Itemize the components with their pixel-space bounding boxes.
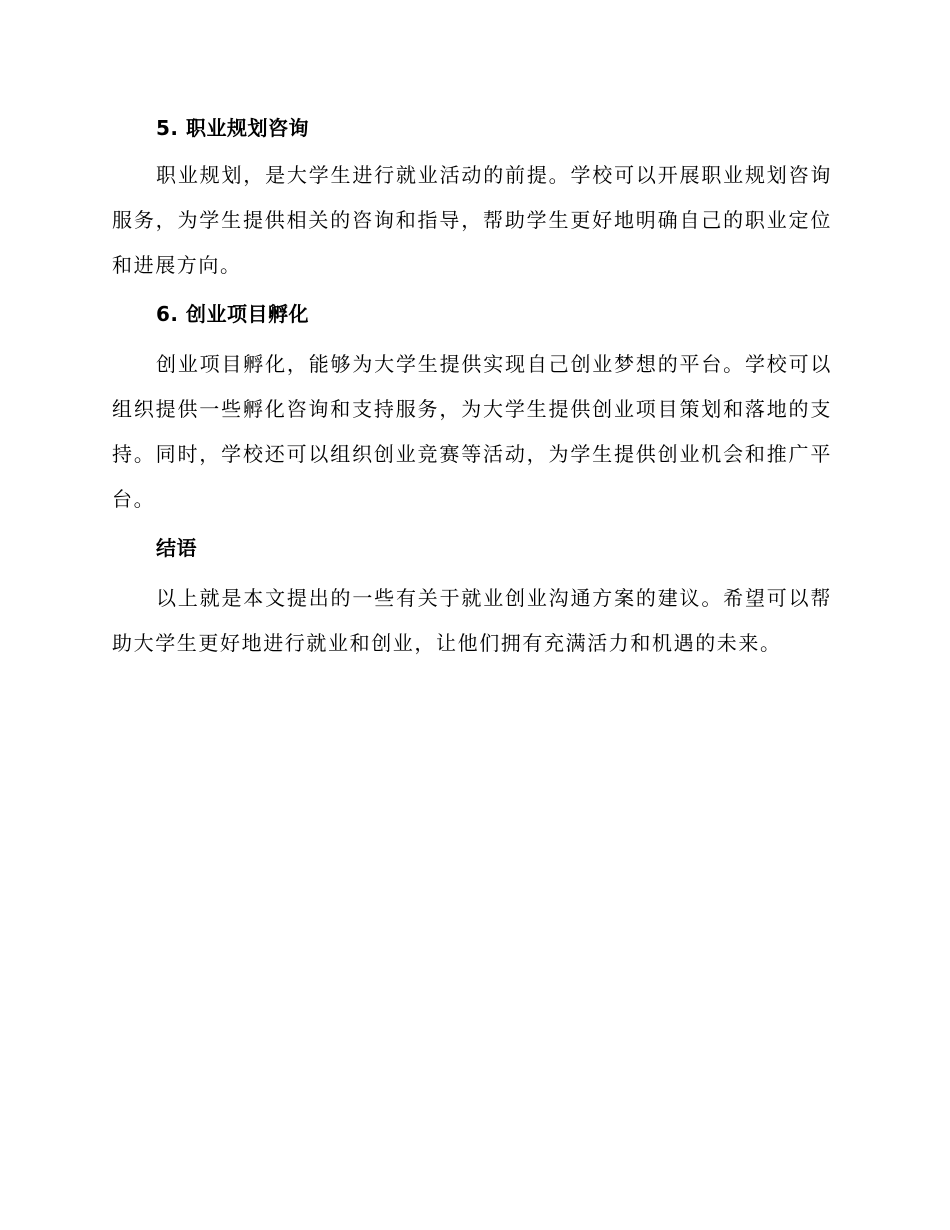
section-paragraph-career-planning: 职业规划，是大学生进行就业活动的前提。学校可以开展职业规划咨询服务，为学生提供相关的咨询和指导，帮助学生更好地明确自己的职业定位和进展方向。 [112, 163, 832, 277]
section-paragraph-startup-incubation: 创业项目孵化，能够为大学生提供实现自己创业梦想的平台。学校可以组织提供一些孵化咨询和支持服务，为大学生提供创业项目策划和落地的支持。同时，学校还可以组织创业竞赛等活动，为学生提供创业机会和推广平台。 [112, 352, 832, 511]
section-heading-career-planning: 5. 职业规划咨询 [156, 116, 309, 140]
section-heading-conclusion: 结语 [156, 536, 197, 560]
document-body [112, 112, 832, 666]
section-paragraph-conclusion: 以上就是本文提出的一些有关于就业创业沟通方案的建议。希望可以帮助大学生更好地进行就业和创业，让他们拥有充满活力和机遇的未来。 [112, 586, 832, 655]
section-heading-startup-incubation: 6. 创业项目孵化 [156, 302, 309, 326]
